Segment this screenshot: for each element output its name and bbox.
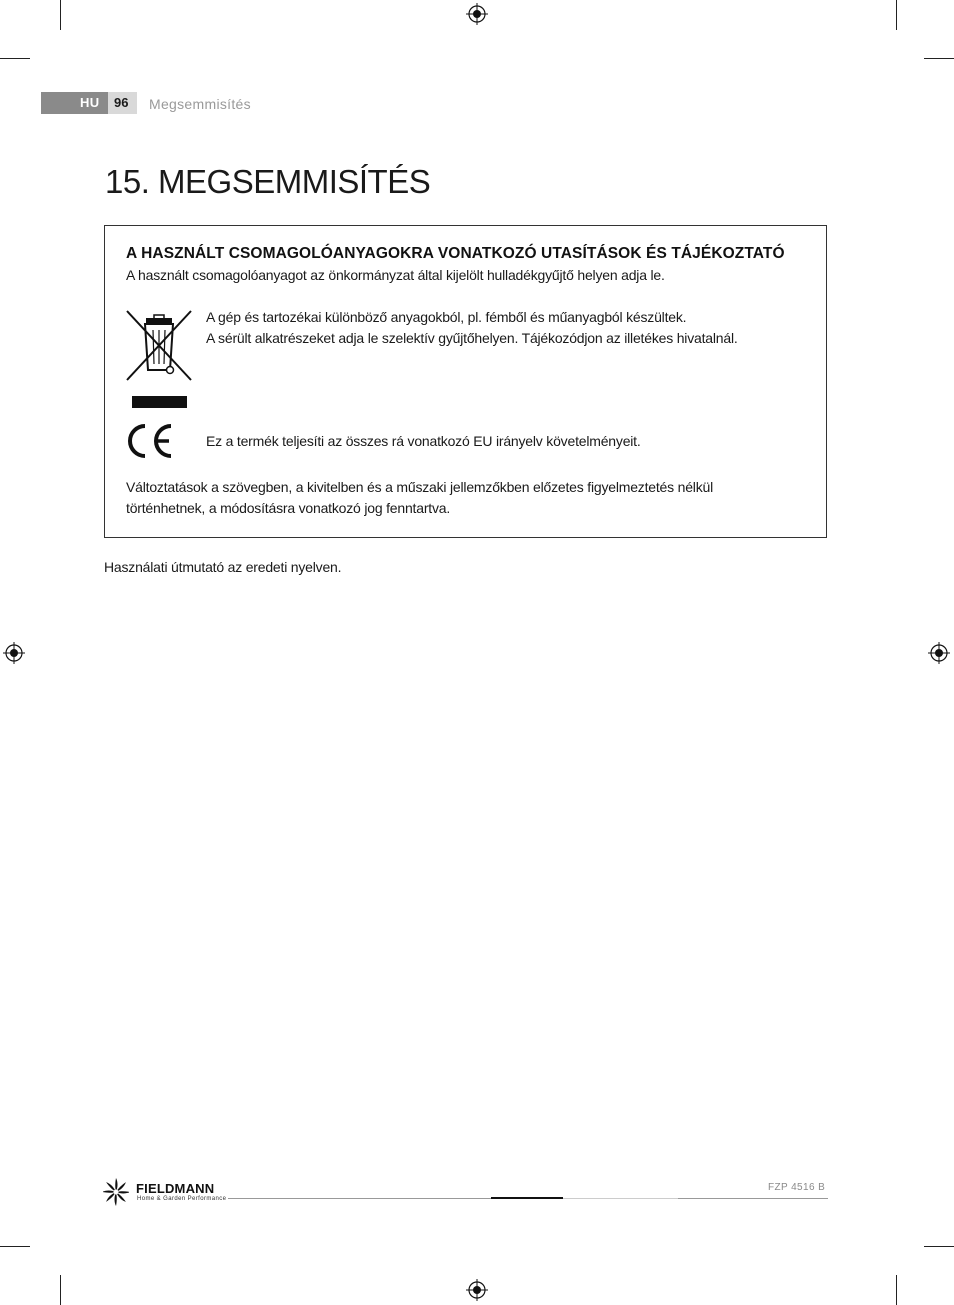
weee-text-line2: A sérült alkatrészeket adja le szelektív gyűjtőhelyen. Tájékozódjon az illetékes hivatalnál. <box>206 330 738 346</box>
crop-mark <box>896 0 897 30</box>
header-language: HU <box>80 95 100 110</box>
footer-rule <box>678 1198 828 1199</box>
brand-tagline: Home & Garden Performance <box>137 1196 227 1202</box>
crossed-out-wheelie-bin-icon <box>124 308 194 384</box>
crop-mark <box>896 1275 897 1305</box>
crop-mark <box>0 1246 30 1247</box>
crop-mark <box>924 58 954 59</box>
registration-mark-icon <box>928 642 950 664</box>
crop-mark <box>0 58 30 59</box>
weee-underline-bar <box>132 396 187 408</box>
ce-mark-icon <box>125 423 175 459</box>
crop-mark <box>60 0 61 30</box>
changes-text-line1: Változtatások a szövegben, a kivitelben és a műszaki jellemzőkben előzetes figyelmeztetés nélkül <box>126 479 714 495</box>
model-number: FZP 4516 B <box>768 1182 826 1193</box>
footer-rule-accent <box>491 1197 563 1199</box>
fieldmann-logo-icon <box>103 1177 129 1207</box>
brand-name: FIELDMANN <box>136 1181 215 1196</box>
registration-mark-icon <box>466 3 488 25</box>
header-section-title: Megsemmisítés <box>149 96 251 112</box>
page-title: 15. MEGSEMMISÍTÉS <box>105 163 431 200</box>
ce-conformity-text: Ez a termék teljesíti az összes rá vonatkozó EU irányelv követelményeit. <box>206 433 641 449</box>
packaging-instruction: A használt csomagolóanyagot az önkormányzat által kijelölt hulladékgyűjtő helyen adja le. <box>126 267 665 283</box>
registration-mark-icon <box>466 1279 488 1301</box>
notice-heading: A HASZNÁLT CSOMAGOLÓANYAGOKRA VONATKOZÓ UTASÍTÁSOK ÉS TÁJÉKOZTATÓ <box>126 245 785 262</box>
crop-mark <box>60 1275 61 1305</box>
footer-rule <box>563 1198 678 1199</box>
original-language-note: Használati útmutató az eredeti nyelven. <box>104 559 342 575</box>
registration-mark-icon <box>3 642 25 664</box>
changes-text-line2: történhetnek, a módosításra vonatkozó jog fenntartva. <box>126 500 451 516</box>
crop-mark <box>924 1246 954 1247</box>
weee-text-line1: A gép és tartozékai különböző anyagokból, pl. fémből és műanyagból készültek. <box>206 309 687 325</box>
page-number: 96 <box>114 95 129 110</box>
footer-rule <box>228 1198 491 1199</box>
